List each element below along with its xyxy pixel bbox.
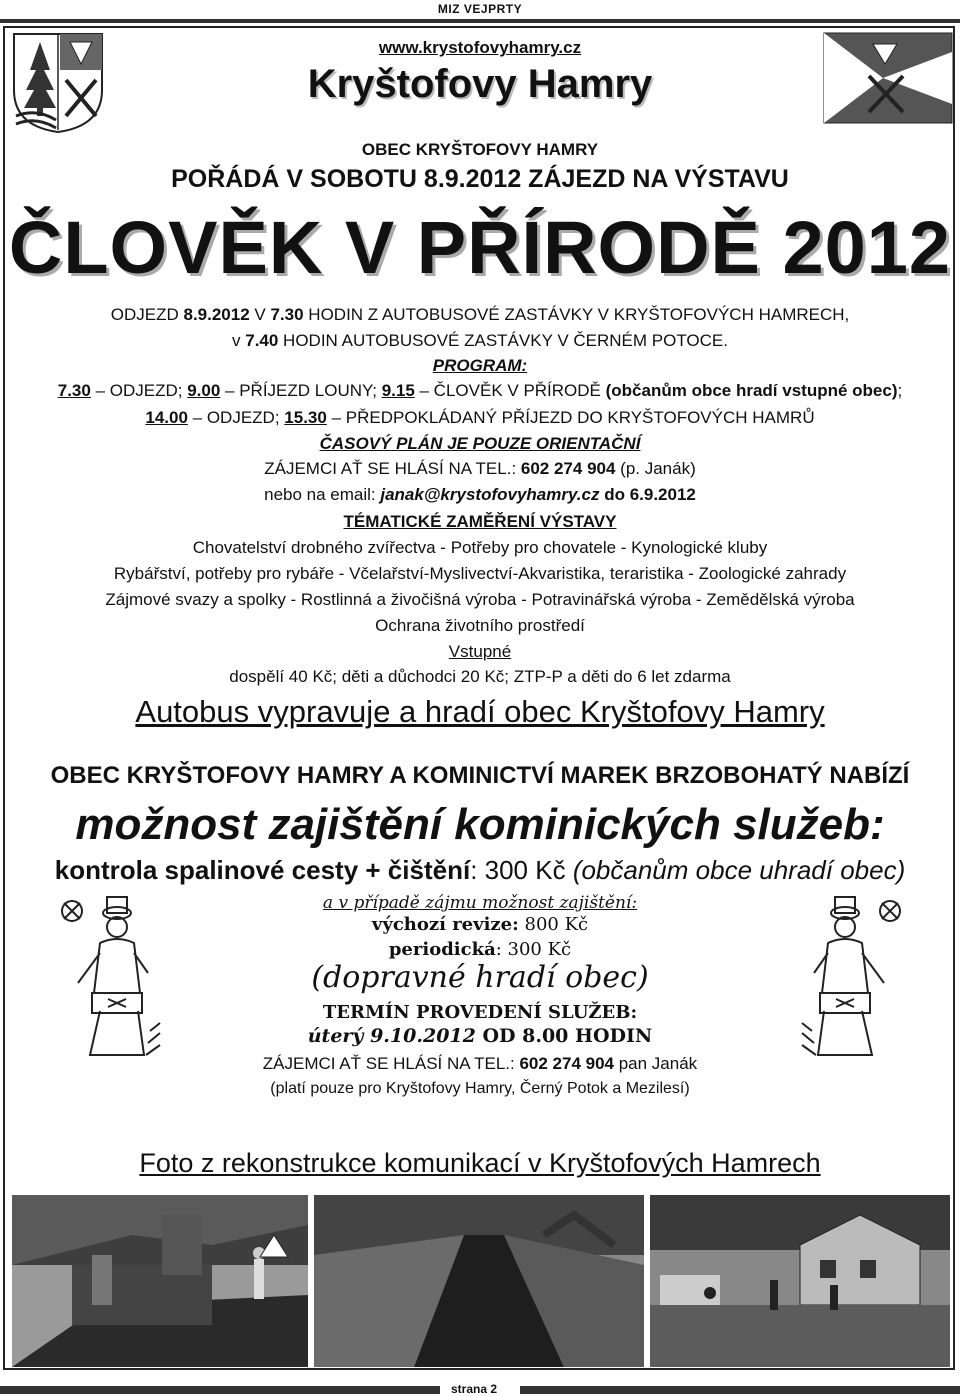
new-road-photo bbox=[314, 1195, 644, 1367]
program-line-2: 14.00 – ODJEZD; 15.30 – PŘEDPOKLÁDANÝ PŘÍJEZD DO KRYŠTOFOVÝCH HAMRŮ bbox=[145, 408, 815, 427]
fee-line: dospělí 40 Kč; děti a důchodci 20 Kč; ZTP-P a děti do 6 let zdarma bbox=[229, 667, 731, 686]
schedule-note: ČASOVÝ PLÁN JE POUZE ORIENTAČNÍ bbox=[319, 434, 641, 453]
page-number: strana 2 bbox=[445, 1382, 503, 1396]
magazine-title: MIZ VEJPRTY bbox=[437, 2, 523, 16]
header-bar bbox=[0, 0, 960, 24]
contact-line-1: ZÁJEMCI AŤ SE HLÁSÍ NA TEL.: 602 274 904 (p. Janák) bbox=[264, 459, 696, 478]
chimney-headline: možnost zajištění kominických služeb: bbox=[75, 800, 885, 849]
topics-title: TÉMATICKÉ ZAMĚŘENÍ VÝSTAVY bbox=[343, 512, 617, 531]
chimney-contact: ZÁJEMCI AŤ SE HLÁSÍ NA TEL.: 602 274 904 pan Janák bbox=[262, 1054, 698, 1073]
program-line-1: 7.30 – ODJEZD; 9.00 – PŘÍJEZD LOUNY; 9.15 – ČLOVĚK V PŘÍRODĚ (občanům obce hradí vstupné obec); bbox=[57, 381, 903, 400]
chimney-check-line: kontrola spalinové cesty + čištění: 300 Kč (občanům obce uhradí obec) bbox=[54, 855, 906, 885]
term-title: TERMÍN PROVEDENÍ SLUŽEB: bbox=[322, 1002, 638, 1023]
email-link[interactable]: janak@krystofovyhamry.cz bbox=[380, 485, 600, 504]
term-date: úterý 9.10.2012 OD 8.00 HODIN bbox=[307, 1025, 653, 1047]
footer-rule bbox=[520, 1386, 960, 1394]
website-link[interactable]: www.krystofovyhamry.cz bbox=[378, 38, 582, 57]
program-label: PROGRAM: bbox=[432, 356, 528, 375]
revision-initial: výchozí revize: 800 Kč bbox=[371, 914, 589, 935]
topic-line: Zájmové svazy a spolky - Rostlinná a živočišná výroba - Potravinářská výroba - Zemědělská výroba bbox=[105, 590, 855, 609]
contact-line-2: nebo na email: janak@krystofovyhamry.cz do 6.9.2012 bbox=[264, 485, 696, 504]
fee-title: Vstupné bbox=[448, 642, 512, 661]
chimney-offer: OBEC KRYŠTOFOVY HAMRY A KOMINICTVÍ MAREK BRZOBOHATÝ NABÍZÍ bbox=[50, 762, 910, 789]
validity-note: (platí pouze pro Kryštofovy Hamry, Černý Potok a Mezilesí) bbox=[270, 1080, 690, 1097]
header-rule bbox=[0, 19, 960, 23]
departure-line-1: ODJEZD 8.9.2012 V 7.30 HODIN Z AUTOBUSOVÉ ZASTÁVKY V KRYŠTOFOVÝCH HAMRECH, bbox=[110, 305, 850, 324]
village-road-photo bbox=[650, 1195, 950, 1367]
topic-line: Chovatelství drobného zvířectva - Potřeby pro chovatele - Kynologické kluby bbox=[192, 538, 768, 557]
topic-line: Rybářství, potřeby pro rybáře - Včelařství-Myslivectví-Akvaristika, teraristika - Zoologické zahrady bbox=[113, 564, 847, 583]
road-paving-photo bbox=[12, 1195, 308, 1367]
announce-line: POŘÁDÁ V SOBOTU 8.9.2012 ZÁJEZD NA VÝSTAVU bbox=[171, 165, 789, 193]
organizer: OBEC KRYŠTOFOVY HAMRY bbox=[361, 140, 599, 159]
photos-title: Foto z rekonstrukce komunikací v Kryštofových Hamrech bbox=[139, 1148, 821, 1178]
event-title: ČLOVĚK V PŘÍRODĚ 2012 bbox=[8, 206, 952, 289]
bus-note: Autobus vypravuje a hradí obec Kryštofovy Hamry bbox=[135, 694, 825, 729]
transport-note: (dopravné hradí obec) bbox=[311, 960, 649, 995]
departure-line-2: v 7.40 HODIN AUTOBUSOVÉ ZASTÁVKY V ČERNÉM POTOCE. bbox=[232, 331, 728, 350]
footer-rule bbox=[0, 1386, 440, 1394]
revision-periodic: periodická: 300 Kč bbox=[388, 939, 572, 960]
village-title: Kryštofovy Hamry bbox=[307, 62, 653, 106]
also-line: a v případě zájmu možnost zajištění: bbox=[322, 893, 638, 913]
topic-line: Ochrana životního prostředí bbox=[375, 616, 585, 635]
footer-bar bbox=[0, 1384, 960, 1396]
